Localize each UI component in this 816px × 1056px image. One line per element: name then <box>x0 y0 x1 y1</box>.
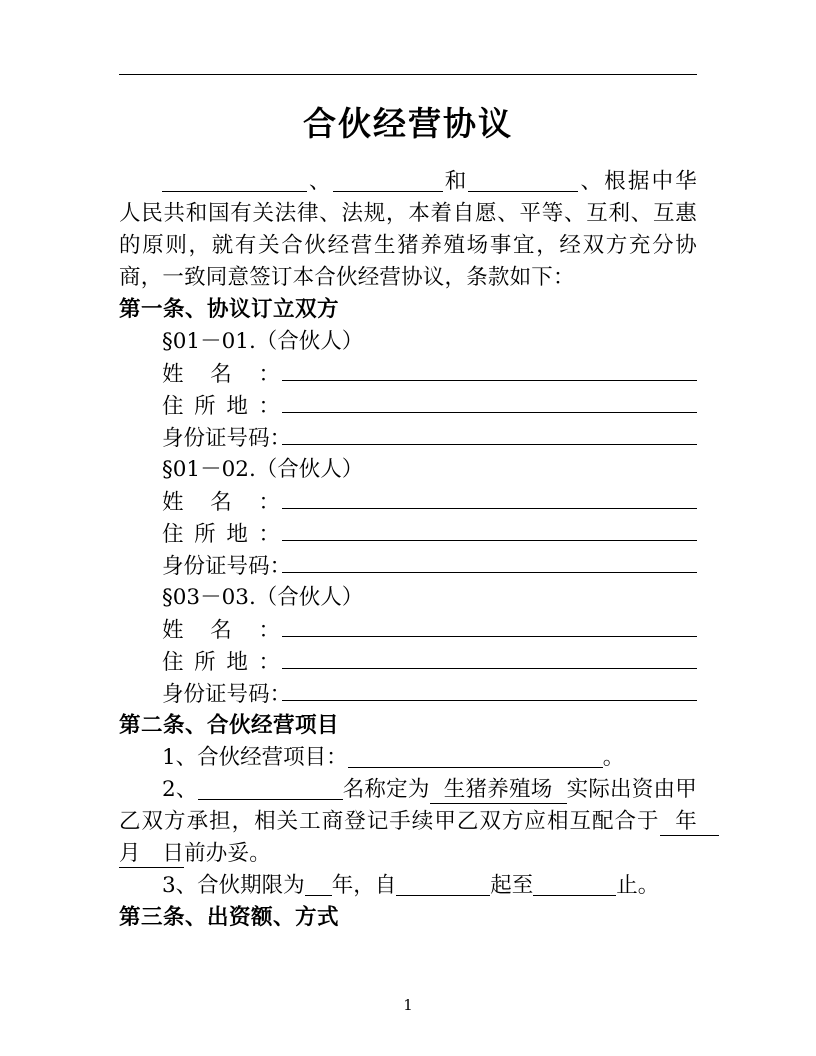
preamble-conjunction: 和 <box>442 169 469 194</box>
label-char: 身 <box>162 682 184 707</box>
item-2-business-name[interactable] <box>430 777 567 804</box>
label-char: 证 <box>205 682 227 707</box>
label-colon: ： <box>269 426 292 451</box>
document-body <box>119 166 719 934</box>
partner-3-address-input[interactable] <box>282 646 697 669</box>
header-rule <box>119 74 697 75</box>
label-char: 身 <box>162 426 184 451</box>
preamble-text: 、根据中华人民共和国有关法律、法规，本着自愿、平等、互利、互惠的原则，就有关合伙经营生猪养殖场事宜，经双方充分协商，一致同意签订本合伙经营协议，条款如下： <box>119 169 697 290</box>
label-char: 码 <box>248 426 270 451</box>
partner-3-id-row <box>119 678 697 710</box>
preamble-paragraph <box>119 166 697 294</box>
label-colon: ： <box>258 362 280 387</box>
label-colon: ： <box>269 554 292 579</box>
label-char: 号 <box>226 554 249 579</box>
article-2-item-3 <box>119 870 697 902</box>
item-3-label: 3、合伙期限为 <box>162 873 305 898</box>
label-colon: ： <box>258 618 280 643</box>
item-3-end-blank[interactable] <box>533 873 616 896</box>
item-2-rest-text: 实际出资由甲乙双方承担，相关工商登记手续甲乙双方应相互配合于 <box>119 777 697 834</box>
partner-1-address-label <box>162 391 280 423</box>
item-3-start-blank[interactable] <box>396 873 490 896</box>
item-2-label: 2、 <box>162 777 198 802</box>
article-3-heading: 第三条、出资额、方式 <box>119 905 340 930</box>
partner-3-address-label <box>162 647 280 679</box>
item-1-suffix: 。 <box>602 745 625 770</box>
partner-3-name-input[interactable] <box>282 614 697 637</box>
partner-3-name-row <box>119 614 697 646</box>
label-colon: ： <box>258 650 280 675</box>
partner-2-address-label <box>162 519 280 551</box>
label-colon: ： <box>258 394 280 419</box>
label-char: 名 <box>210 618 232 643</box>
article-2-item-2 <box>119 774 719 870</box>
label-char: 所 <box>194 650 216 675</box>
label-colon: ： <box>258 522 280 547</box>
item-1-label: 1、合伙经营项目： <box>162 745 348 770</box>
label-char: 姓 <box>162 618 184 643</box>
item-2-name-blank[interactable] <box>198 777 343 800</box>
preamble-blank-1[interactable] <box>162 169 307 192</box>
label-char: 份 <box>183 682 206 707</box>
partner-1-marker: §01－01.（合伙人） <box>162 329 364 354</box>
label-char: 份 <box>183 554 206 579</box>
partner-1-name-row <box>119 358 697 390</box>
partner-1-id-row <box>119 422 697 454</box>
item-2-business-name-value: 生猪养殖场 <box>443 777 553 802</box>
preamble-separator-1: 、 <box>307 169 333 194</box>
label-char: 地 <box>226 394 248 419</box>
item-3-years-blank[interactable] <box>305 873 332 896</box>
item-3-mid-1: 年，自 <box>331 873 397 898</box>
partner-1-address-input[interactable] <box>282 390 697 413</box>
label-char: 地 <box>226 650 248 675</box>
item-2-tail-text: 前办妥。 <box>184 841 271 866</box>
partner-3-id-label <box>162 679 292 711</box>
partner-2-id-label <box>162 551 292 583</box>
label-char: 码 <box>248 682 270 707</box>
partner-1-name-input[interactable] <box>282 358 697 381</box>
partner-2-id-input[interactable] <box>282 550 697 573</box>
label-char: 号 <box>226 426 249 451</box>
label-char: 号 <box>226 682 249 707</box>
item-1-blank[interactable] <box>348 745 603 768</box>
article-1-heading: 第一条、协议订立双方 <box>119 297 340 322</box>
partner-3-marker: §03－03.（合伙人） <box>162 585 364 610</box>
partner-1-id-input[interactable] <box>282 422 697 445</box>
label-char: 住 <box>162 394 184 419</box>
label-colon: ： <box>269 682 292 707</box>
label-char: 身 <box>162 554 184 579</box>
label-char: 住 <box>162 650 184 675</box>
preamble-blank-3[interactable] <box>468 169 578 192</box>
label-char: 码 <box>248 554 270 579</box>
item-3-tail: 止。 <box>616 873 660 898</box>
article-2-heading: 第二条、合伙经营项目 <box>119 713 340 738</box>
partner-3-name-label <box>162 615 280 647</box>
partner-1-address-row <box>119 390 697 422</box>
partner-2-marker: §01－02.（合伙人） <box>162 457 364 482</box>
partner-2-name-label <box>162 487 280 519</box>
article-2-item-1 <box>119 742 697 774</box>
label-char: 名 <box>210 490 232 515</box>
label-char: 姓 <box>162 490 184 515</box>
partner-2-name-input[interactable] <box>282 486 697 509</box>
partner-1-name-label <box>162 359 280 391</box>
partner-2-address-row <box>119 518 697 550</box>
label-char: 地 <box>226 522 248 547</box>
label-char: 名 <box>210 362 232 387</box>
partner-3-id-input[interactable] <box>282 678 697 701</box>
label-char: 证 <box>205 554 227 579</box>
item-3-mid-2: 起至 <box>490 873 534 898</box>
partner-2-name-row <box>119 486 697 518</box>
label-char: 证 <box>205 426 227 451</box>
preamble-blank-2[interactable] <box>333 169 443 192</box>
partner-3-address-row <box>119 646 697 678</box>
item-2-mid-text: 名称定为 <box>342 777 430 802</box>
partner-2-id-row <box>119 550 697 582</box>
item-2-date-value: 年 月 日 <box>119 809 719 866</box>
label-char: 所 <box>194 522 216 547</box>
label-colon: ： <box>258 490 280 515</box>
label-char: 住 <box>162 522 184 547</box>
partner-1-id-label <box>162 423 292 455</box>
label-char: 姓 <box>162 362 184 387</box>
label-char: 所 <box>194 394 216 419</box>
page-title: 合伙经营协议 <box>303 104 513 143</box>
page-number: 1 <box>403 996 413 1014</box>
partner-2-address-input[interactable] <box>282 518 697 541</box>
label-char: 份 <box>183 426 206 451</box>
